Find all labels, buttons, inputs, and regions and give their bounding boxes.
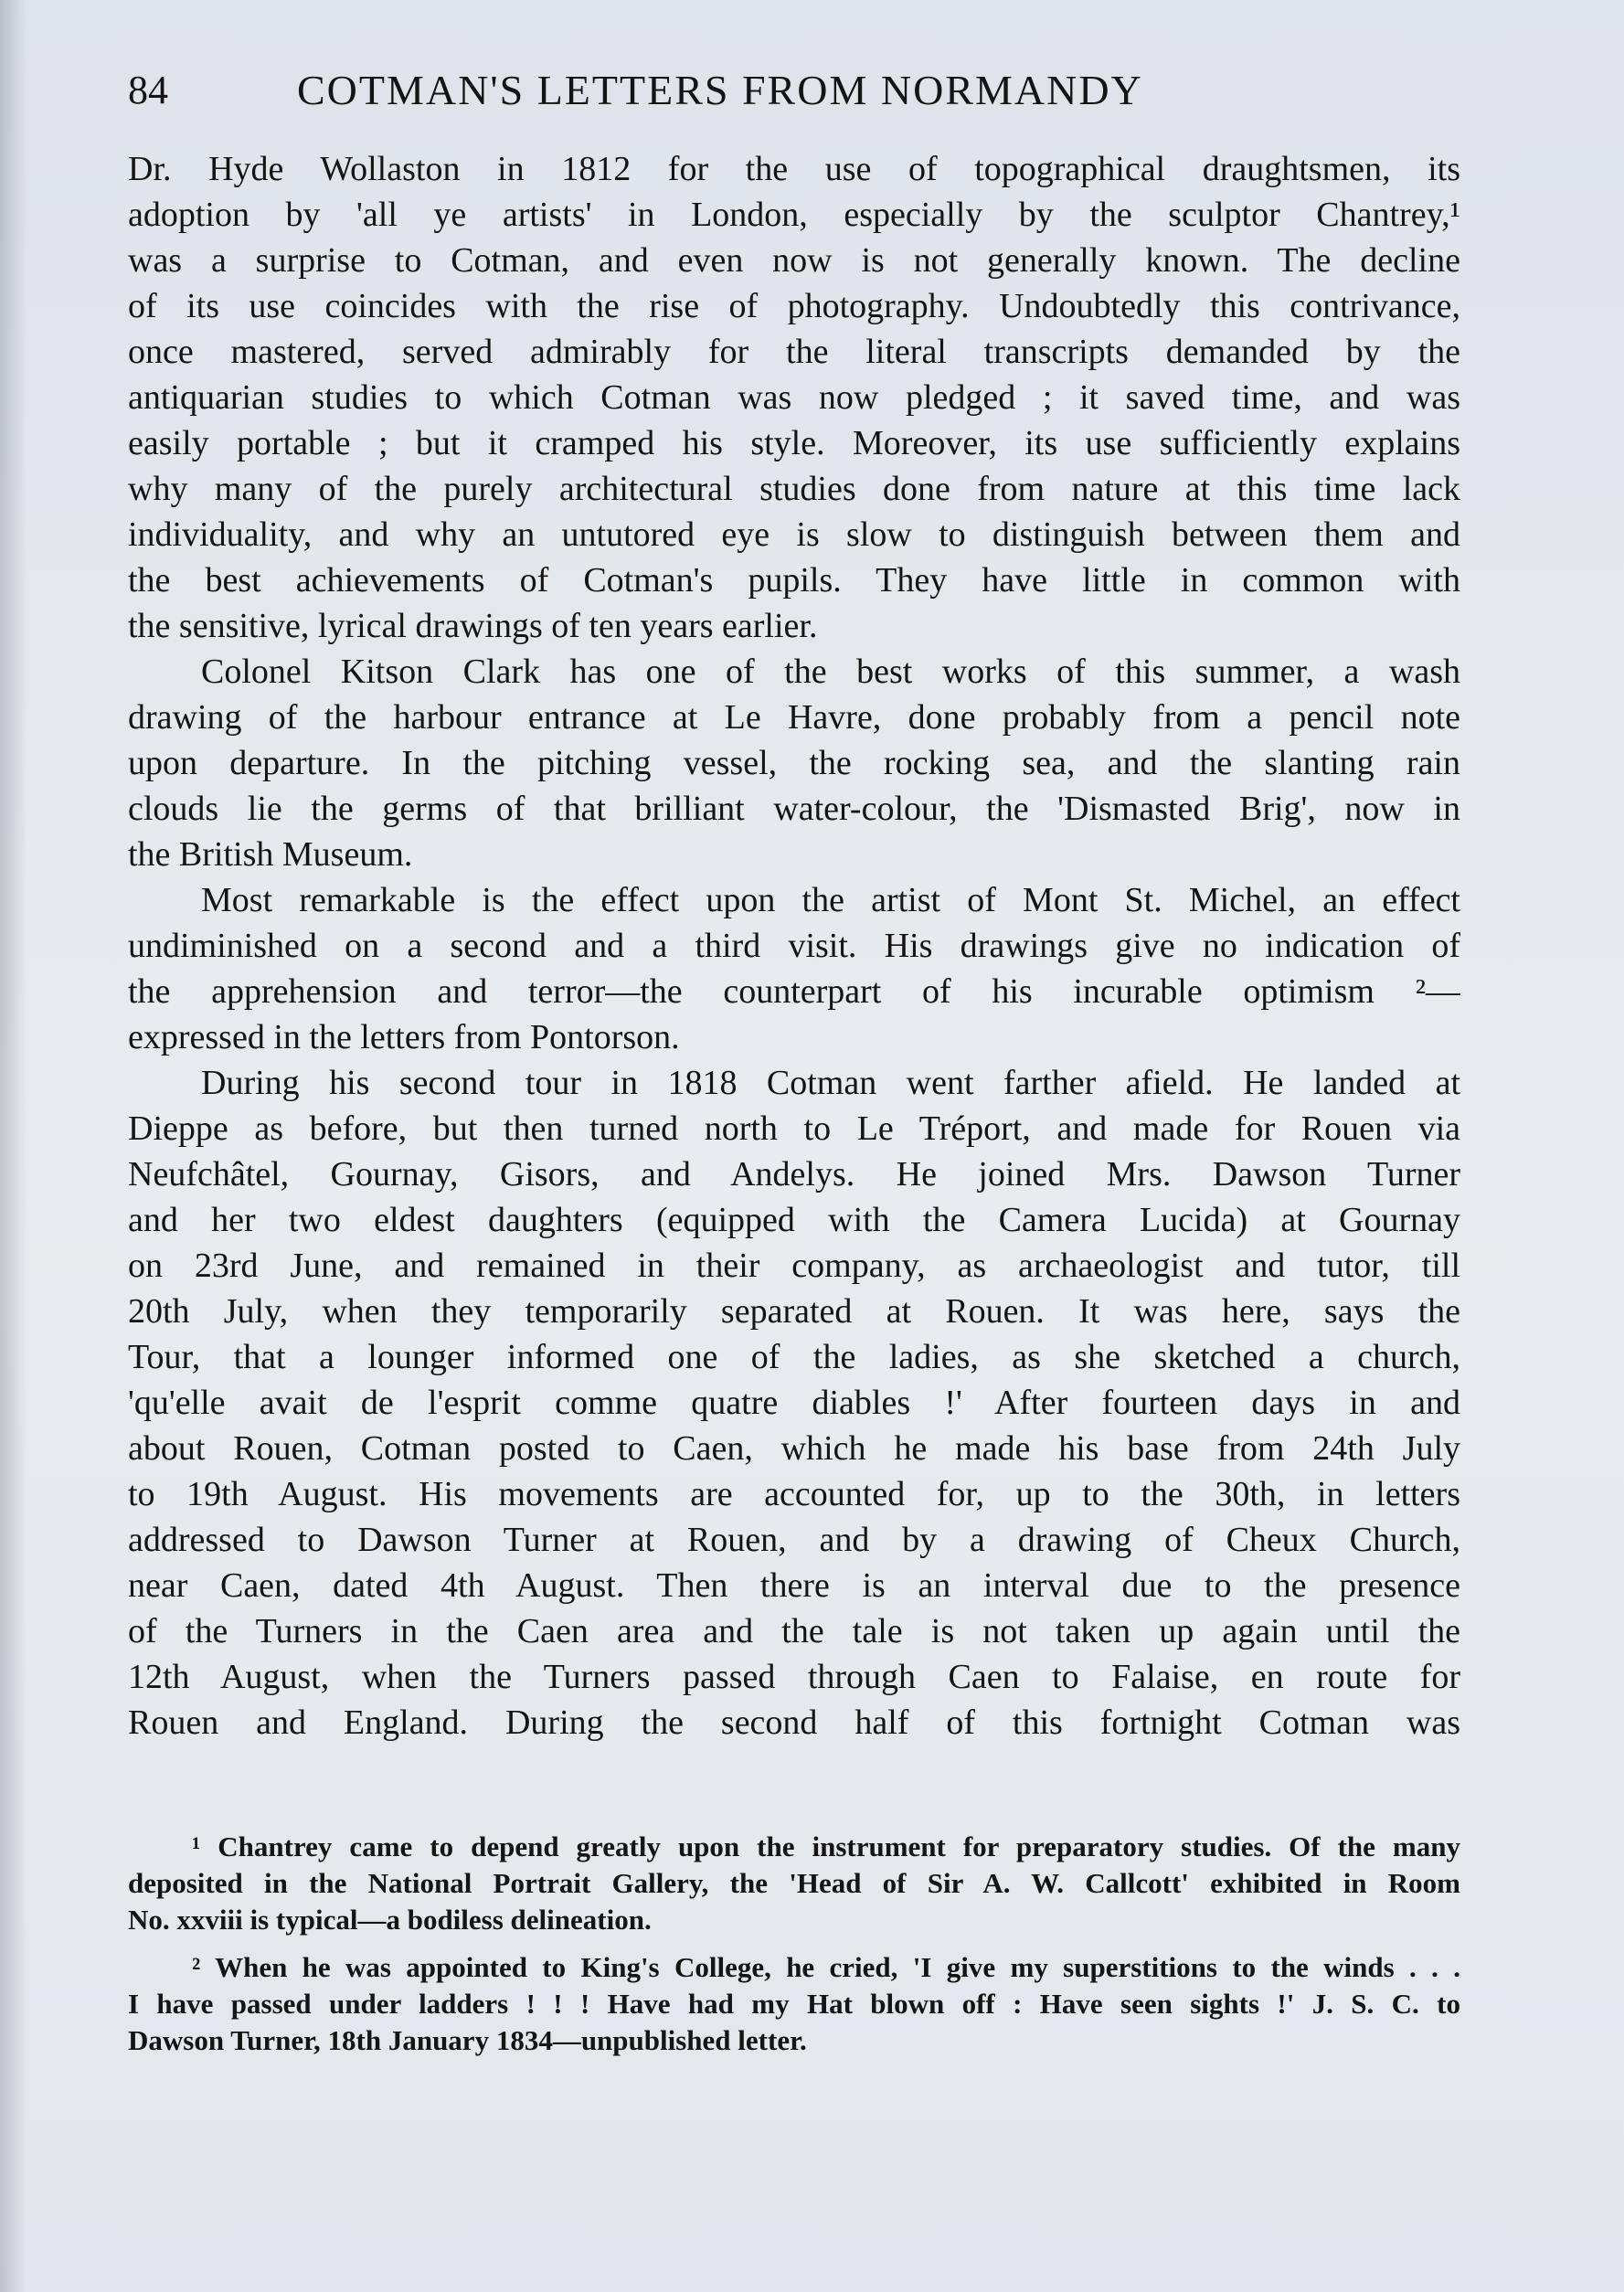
footnote-2-line: ² When he was appointed to King's College, he cried, 'I give my superstitions to the winds . . .	[192, 1951, 1460, 1983]
page-header	[128, 62, 1462, 119]
footnote-2-line: Dawson Turner, 18th January 1834—unpublished letter.	[128, 2024, 807, 2056]
body-line: 20th July, when they temporarily separated at Rouen. It was here, says the	[128, 1292, 1460, 1331]
footnotes	[128, 1829, 1460, 2059]
body-line: expressed in the letters from Pontorson.	[128, 1018, 680, 1056]
body-line: easily portable ; but it cramped his style. Moreover, its use sufficiently explains	[128, 424, 1460, 462]
body-line: once mastered, served admirably for the literal transcripts demanded by the	[128, 333, 1460, 371]
body-line: was a surprise to Cotman, and even now is not generally known. The decline	[128, 241, 1460, 280]
body-line: upon departure. In the pitching vessel, the rocking sea, and the slanting rain	[128, 744, 1460, 782]
body-line: antiquarian studies to which Cotman was now pledged ; it saved time, and was	[128, 378, 1460, 417]
body-line: clouds lie the germs of that brilliant water-colour, the 'Dismasted Brig', now in	[128, 790, 1460, 828]
footnote-1-line: No. xxviii is typical—a bodiless delineation.	[128, 1904, 652, 1936]
body-line: Dr. Hyde Wollaston in 1812 for the use of topographical draughtsmen, its	[128, 150, 1460, 188]
body-line: to 19th August. His movements are accounted for, up to the 30th, in letters	[128, 1475, 1460, 1513]
body-line: Dieppe as before, but then turned north to Le Tréport, and made for Rouen via	[128, 1109, 1460, 1148]
body-line: the sensitive, lyrical drawings of ten years earlier.	[128, 607, 818, 645]
paragraph-start-line: Most remarkable is the effect upon the artist of Mont St. Michel, an effect	[201, 881, 1460, 919]
body-line: of its use coincides with the rise of photography. Undoubtedly this contrivance,	[128, 287, 1460, 325]
body-line: Tour, that a lounger informed one of the ladies, as she sketched a church,	[128, 1338, 1460, 1376]
body-line: 'qu'elle avait de l'esprit comme quatre diables !' After fourteen days in and	[128, 1384, 1460, 1422]
body-line: why many of the purely architectural studies done from nature at this time lack	[128, 470, 1460, 508]
body-line: of the Turners in the Caen area and the tale is not taken up again until the	[128, 1612, 1460, 1650]
body-line: near Caen, dated 4th August. Then there is an interval due to the presence	[128, 1566, 1460, 1605]
body-text	[128, 146, 1460, 1746]
page-edge-shadow	[0, 0, 27, 2292]
footnote-1-line: ¹ Chantrey came to depend greatly upon the instrument for preparatory studies. Of the many	[192, 1830, 1460, 1862]
body-line: about Rouen, Cotman posted to Caen, which he made his base from 24th July	[128, 1429, 1460, 1468]
body-line: Neufchâtel, Gournay, Gisors, and Andelys. He joined Mrs. Dawson Turner	[128, 1155, 1460, 1194]
body-line: on 23rd June, and remained in their company, as archaeologist and tutor, till	[128, 1247, 1460, 1285]
body-line: and her two eldest daughters (equipped with the Camera Lucida) at Gournay	[128, 1201, 1460, 1239]
body-line: the best achievements of Cotman's pupils. They have little in common with	[128, 561, 1460, 600]
body-line: the British Museum.	[128, 835, 413, 874]
body-line: adoption by 'all ye artists' in London, especially by the sculptor Chantrey,¹	[128, 196, 1460, 234]
body-line: individuality, and why an untutored eye is slow to distinguish between them and	[128, 515, 1460, 554]
paragraph-start-line: Colonel Kitson Clark has one of the best works of this summer, a wash	[201, 653, 1460, 691]
body-line: undiminished on a second and a third visit. His drawings give no indication of	[128, 927, 1460, 965]
body-line: addressed to Dawson Turner at Rouen, and by a drawing of Cheux Church,	[128, 1521, 1460, 1559]
page-number: 84	[128, 68, 168, 112]
body-line: 12th August, when the Turners passed through Caen to Falaise, en route for	[128, 1658, 1460, 1696]
body-line: the apprehension and terror—the counterpart of his incurable optimism ²—	[128, 972, 1460, 1011]
body-line: Rouen and England. During the second half of this fortnight Cotman was	[128, 1703, 1460, 1742]
footnote-2-line: I have passed under ladders ! ! ! Have had my Hat blown off : Have seen sights !' J. S. C. to	[128, 1988, 1460, 2020]
paragraph-start-line: During his second tour in 1818 Cotman went farther afield. He landed at	[201, 1064, 1460, 1102]
running-title: COTMAN'S LETTERS FROM NORMANDY	[297, 67, 1143, 113]
footnote-1-line: deposited in the National Portrait Gallery, the 'Head of Sir A. W. Callcott' exhibited in Room	[128, 1867, 1460, 1899]
body-line: drawing of the harbour entrance at Le Havre, done probably from a pencil note	[128, 698, 1460, 737]
